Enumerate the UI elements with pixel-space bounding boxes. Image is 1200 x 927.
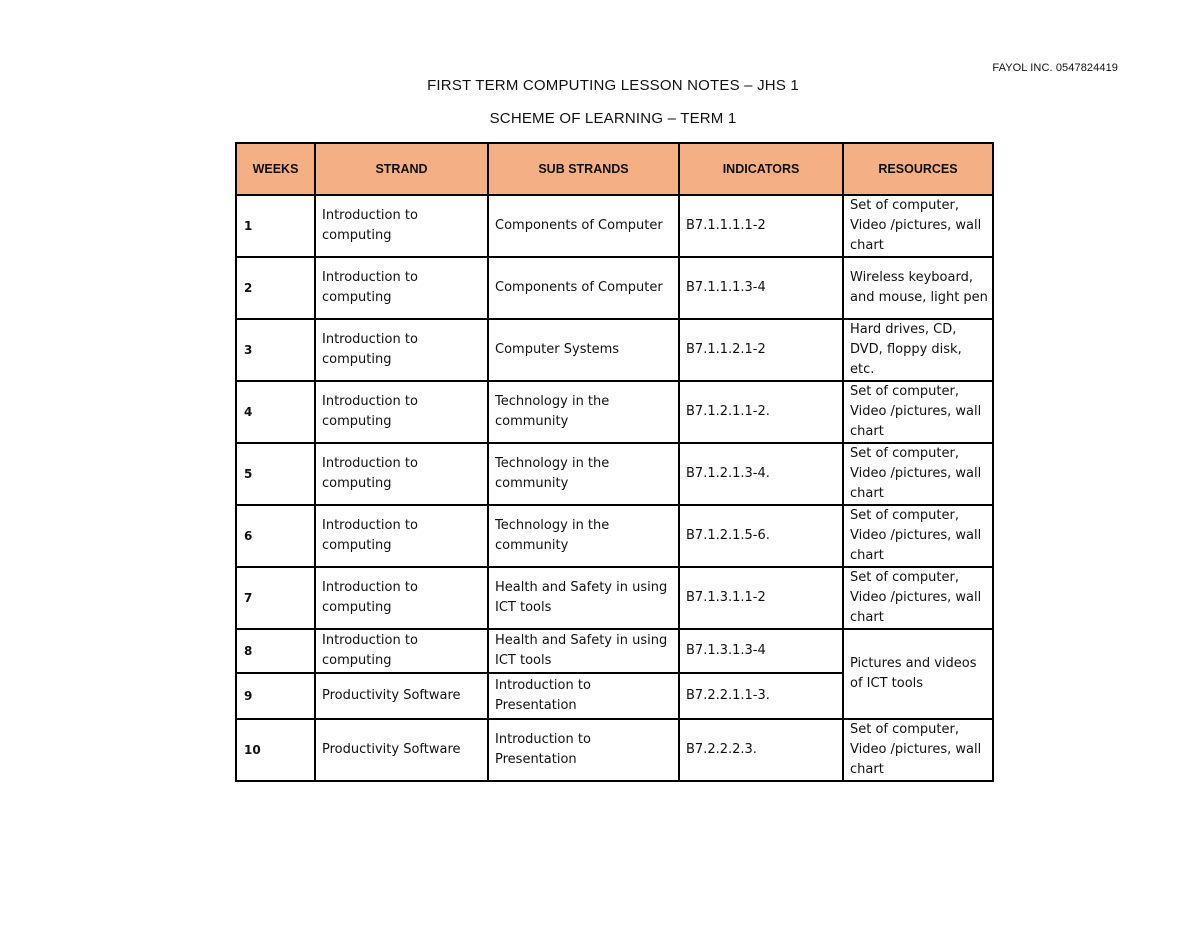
header-indicators: INDICATORS xyxy=(679,143,843,195)
cell-sub-strand: Technology in the community xyxy=(488,443,679,505)
cell-indicator: B7.1.3.1.1-2 xyxy=(679,567,843,629)
table-row xyxy=(236,505,993,567)
cell-indicator: B7.1.2.1.3-4. xyxy=(679,443,843,505)
cell-indicator: B7.1.2.1.5-6. xyxy=(679,505,843,567)
cell-resources: Set of computer, Video /pictures, wall chart xyxy=(843,381,993,443)
cell-week: 8 xyxy=(236,629,315,673)
header-note: FAYOL INC. 0547824419 xyxy=(992,62,1118,74)
cell-indicator: B7.1.1.1.3-4 xyxy=(679,257,843,319)
cell-resources: Pictures and videos of ICT tools xyxy=(843,629,993,719)
cell-week: 9 xyxy=(236,673,315,719)
cell-strand: Productivity Software xyxy=(315,719,488,781)
page-subtitle: SCHEME OF LEARNING – TERM 1 xyxy=(489,110,737,127)
cell-strand: Introduction to computing xyxy=(315,505,488,567)
cell-indicator: B7.1.1.2.1-2 xyxy=(679,319,843,381)
table-row xyxy=(236,319,993,381)
header-strand: STRAND xyxy=(315,143,488,195)
cell-sub-strand: Health and Safety in using ICT tools xyxy=(488,567,679,629)
header-weeks: WEEKS xyxy=(236,143,315,195)
page-title: FIRST TERM COMPUTING LESSON NOTES – JHS 1 xyxy=(427,77,799,94)
table-row xyxy=(236,381,993,443)
cell-indicator: B7.1.1.1.1-2 xyxy=(679,195,843,257)
cell-strand: Introduction to computing xyxy=(315,257,488,319)
cell-strand: Productivity Software xyxy=(315,673,488,719)
cell-indicator: B7.2.2.1.1-3. xyxy=(679,673,843,719)
cell-week: 6 xyxy=(236,505,315,567)
cell-sub-strand: Technology in the community xyxy=(488,505,679,567)
cell-resources: Set of computer, Video /pictures, wall chart xyxy=(843,567,993,629)
cell-strand: Introduction to computing xyxy=(315,381,488,443)
cell-sub-strand: Technology in the community xyxy=(488,381,679,443)
cell-resources: Set of computer, Video /pictures, wall chart xyxy=(843,443,993,505)
cell-week: 5 xyxy=(236,443,315,505)
cell-week: 4 xyxy=(236,381,315,443)
cell-resources: Set of computer, Video /pictures, wall chart xyxy=(843,719,993,781)
table-row xyxy=(236,443,993,505)
cell-week: 10 xyxy=(236,719,315,781)
cell-indicator: B7.2.2.2.3. xyxy=(679,719,843,781)
cell-week: 7 xyxy=(236,567,315,629)
cell-resources: Set of computer, Video /pictures, wall chart xyxy=(843,195,993,257)
table-row xyxy=(236,257,993,319)
cell-sub-strand: Health and Safety in using ICT tools xyxy=(488,629,679,673)
cell-week: 2 xyxy=(236,257,315,319)
table-header-row xyxy=(236,143,993,195)
table-row xyxy=(236,719,993,781)
cell-strand: Introduction to computing xyxy=(315,567,488,629)
cell-sub-strand: Introduction to Presentation xyxy=(488,719,679,781)
cell-sub-strand: Components of Computer xyxy=(488,257,679,319)
cell-week: 1 xyxy=(236,195,315,257)
scheme-table xyxy=(235,142,994,782)
table-row xyxy=(236,567,993,629)
cell-resources: Hard drives, CD, DVD, floppy disk, etc. xyxy=(843,319,993,381)
cell-resources: Wireless keyboard, and mouse, light pen xyxy=(843,257,993,319)
cell-strand: Introduction to computing xyxy=(315,443,488,505)
cell-strand: Introduction to computing xyxy=(315,629,488,673)
cell-strand: Introduction to computing xyxy=(315,319,488,381)
cell-strand: Introduction to computing xyxy=(315,195,488,257)
cell-sub-strand: Introduction to Presentation xyxy=(488,673,679,719)
table-row xyxy=(236,629,993,673)
header-sub-strands: SUB STRANDS xyxy=(488,143,679,195)
cell-week: 3 xyxy=(236,319,315,381)
cell-indicator: B7.1.2.1.1-2. xyxy=(679,381,843,443)
cell-indicator: B7.1.3.1.3-4 xyxy=(679,629,843,673)
header-resources: RESOURCES xyxy=(843,143,993,195)
table-row xyxy=(236,195,993,257)
cell-sub-strand: Components of Computer xyxy=(488,195,679,257)
cell-resources: Set of computer, Video /pictures, wall chart xyxy=(843,505,993,567)
cell-sub-strand: Computer Systems xyxy=(488,319,679,381)
